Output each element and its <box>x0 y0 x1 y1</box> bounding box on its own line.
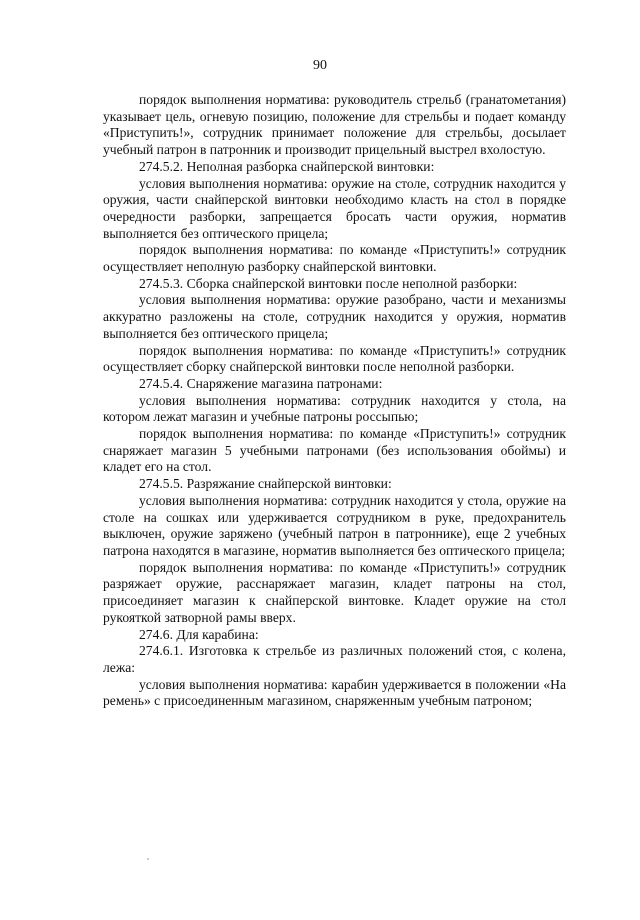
paragraph-magazine-conditions: условия выполнения норматива: сотрудник находится у стола, на котором лежат магазин и учебные патроны россыпью; <box>103 392 566 425</box>
paragraph-unloading-conditions: условия выполнения норматива: сотрудник находится у стола, оружие на столе на сошках или удерживается сотрудником в руке, предохранитель выключен, оружие заряжено (учебный патрон в патроннике), еще 2 учебных патрона находятся в магазине, норматив выполняется без оптического прицела; <box>103 492 566 558</box>
paragraph-magazine-order: порядок выполнения норматива: по команде «Приступить!» сотрудник снаряжает магазин 5 учебными патронами (без использования обоймы) и кладет его на стол. <box>103 426 566 475</box>
paragraph-unloading-order: порядок выполнения норматива: по команде «Приступить!» сотрудник разряжает оружие, расснаряжает магазин, кладет патроны на стол, присоединяет магазин к снайперской винтовке. Кладет оружие на стол рукояткой затворной рамы вверх. <box>103 559 566 625</box>
paragraph-disassembly-order: порядок выполнения норматива: по команде «Приступить!» сотрудник осуществляет неполную разборку снайперской винтовки. <box>103 242 566 275</box>
scan-speck <box>147 858 149 860</box>
page-number: 90 <box>313 58 327 73</box>
paragraph-assembly-order: порядок выполнения норматива: по команде «Приступить!» сотрудник осуществляет сборку снайперской винтовки после неполной разборки. <box>103 342 566 375</box>
paragraph-carbine-conditions: условия выполнения норматива: карабин удерживается в положении «На ремень» с присоединенным магазином, снаряженным учебным патроном; <box>103 676 566 709</box>
paragraph-shooting-order: порядок выполнения норматива: руководитель стрельб (гранатометания) указывает цель, огневую позицию, положение для стрельбы и подает команду «Приступить!», сотрудник принимает положение для стрельбы, досылает учебный патрон в патронник и производит прицельный выстрел вхолостую. <box>103 92 566 158</box>
heading-274-5-3: 274.5.3. Сборка снайперской винтовки после неполной разборки: <box>139 275 518 291</box>
heading-274-6-1: 274.6.1. Изготовка к стрельбе из различных положений стоя, с колена, лежа: <box>103 643 566 675</box>
heading-274-5-5: 274.5.5. Разряжание снайперской винтовки: <box>139 476 392 492</box>
paragraph-assembly-conditions: условия выполнения норматива: оружие разобрано, части и механизмы аккуратно разложены на столе, сотрудник находится у оружия, норматив выполняется без оптического прицела; <box>103 292 566 341</box>
heading-274-5-2: 274.5.2. Неполная разборка снайперской винтовки: <box>139 158 435 174</box>
heading-274-5-4: 274.5.4. Снаряжение магазина патронами: <box>139 375 383 391</box>
paragraph-disassembly-conditions: условия выполнения норматива: оружие на столе, сотрудник находится у оружия, части снайперской винтовки необходимо класть на стол в порядке очередности разборки, запрещается бросать части оружия, норматив выполняется без оптического прицела; <box>103 175 566 241</box>
document-body <box>103 92 566 710</box>
heading-274-6: 274.6. Для карабина: <box>139 626 259 642</box>
